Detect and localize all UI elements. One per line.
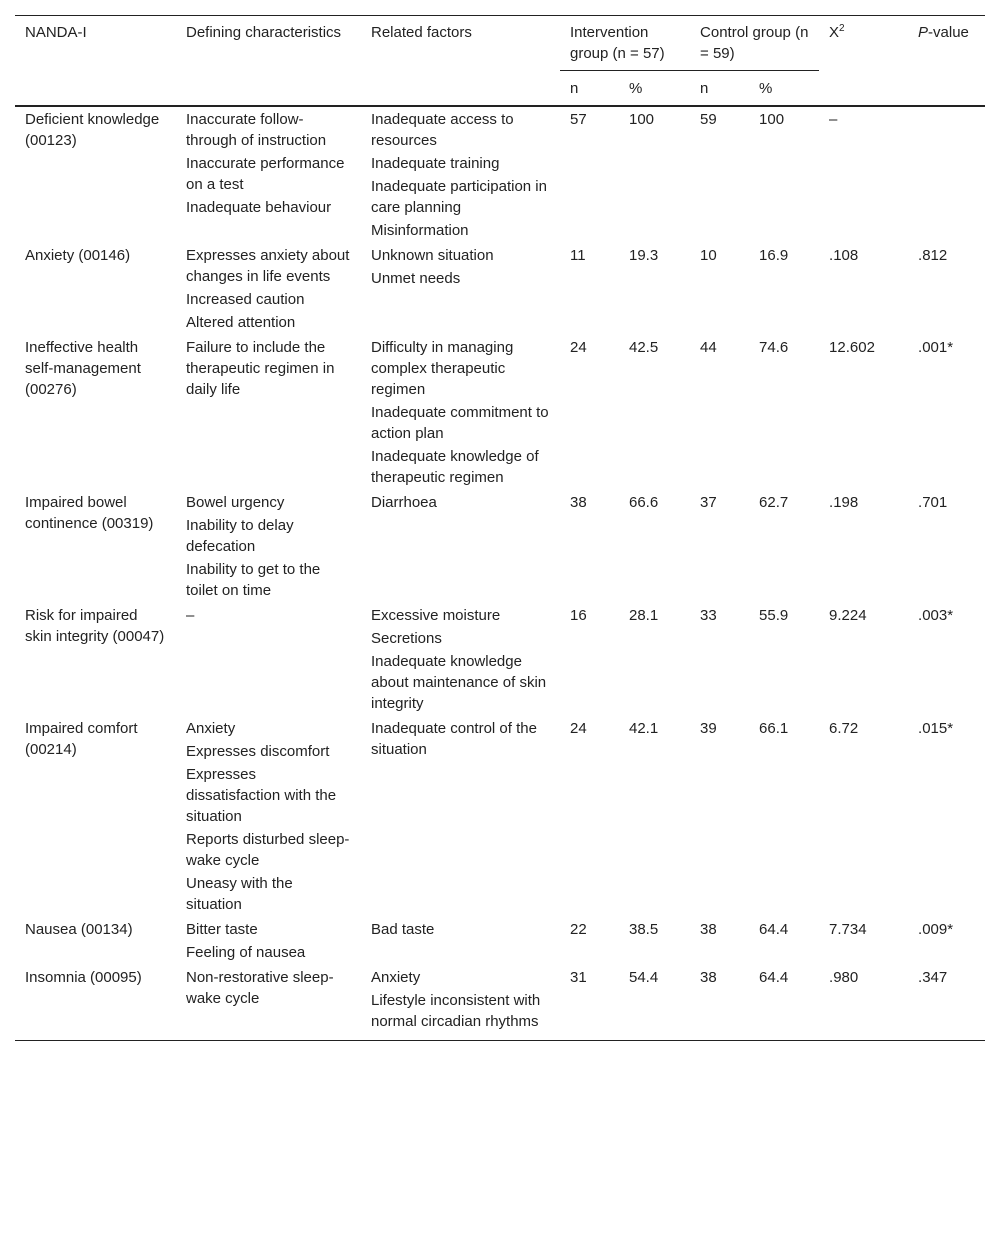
header-int-n: n (560, 71, 619, 107)
cell-defining-item: Bitter taste (186, 921, 258, 938)
header-p-value (908, 16, 985, 107)
cell-int-pct: 28.1 (629, 607, 659, 624)
cell-chi: .108 (829, 247, 859, 264)
cell-int-n: 31 (570, 969, 587, 986)
cell-related (361, 490, 560, 603)
cell-ctl-pct: 64.4 (759, 969, 789, 986)
header-related-factors: Related factors (361, 16, 560, 107)
cell-defining (176, 716, 361, 917)
cell-p: .003* (918, 607, 954, 624)
cell-p: .015* (918, 720, 954, 737)
cell-p (908, 106, 985, 243)
cell-related-item: Inadequate commitment to action plan (371, 404, 549, 442)
cell-defining-item: Expresses discomfort (186, 743, 330, 760)
table-row (15, 603, 985, 716)
cell-int-pct: 54.4 (629, 969, 659, 986)
cell-defining-item: Increased caution (186, 291, 305, 308)
table-row (15, 335, 985, 490)
cell-ctl-n: 44 (700, 339, 717, 356)
cell-ctl-n: 59 (700, 111, 717, 128)
cell-related-item: Misinformation (371, 222, 469, 239)
cell-related-item: Inadequate knowledge about maintenance of skin integrity (371, 653, 547, 712)
cell-int-n: 57 (570, 111, 587, 128)
cell-related (361, 917, 560, 965)
cell-nanda: Deficient knowledge (00123) (25, 111, 160, 149)
cell-defining-item: Bowel urgency (186, 494, 285, 511)
header-chi-square (819, 16, 908, 107)
table-row (15, 243, 985, 335)
cell-related (361, 603, 560, 716)
cell-defining (176, 106, 361, 243)
cell-defining-item: Feeling of nausea (186, 944, 306, 961)
cell-related-item: Excessive moisture (371, 607, 501, 624)
cell-related-item: Diarrhoea (371, 494, 437, 511)
cell-p: .009* (918, 921, 954, 938)
cell-related (361, 335, 560, 490)
cell-int-pct: 42.1 (629, 720, 659, 737)
cell-related (361, 106, 560, 243)
header-int-pct: % (619, 71, 690, 107)
cell-chi: 7.734 (829, 921, 867, 938)
nanda-diagnoses-table (15, 15, 985, 1041)
p-italic: P (918, 24, 929, 41)
cell-nanda: Impaired comfort (00214) (25, 720, 138, 758)
cell-defining-item: Anxiety (186, 720, 236, 737)
cell-ctl-pct: 66.1 (759, 720, 789, 737)
header-ctl-n: n (690, 71, 749, 107)
cell-related-item: Bad taste (371, 921, 435, 938)
cell-int-n: 24 (570, 720, 587, 737)
header-nanda: NANDA-I (15, 16, 176, 107)
cell-related (361, 716, 560, 917)
cell-ctl-pct: 74.6 (759, 339, 789, 356)
cell-ctl-n: 33 (700, 607, 717, 624)
cell-related (361, 243, 560, 335)
chi-superscript: 2 (839, 23, 845, 34)
p-rest: -value (928, 24, 969, 41)
cell-int-pct: 100 (629, 111, 655, 128)
cell-p: .812 (918, 247, 948, 264)
cell-int-n: 22 (570, 921, 587, 938)
cell-defining-item: – (186, 607, 195, 624)
cell-nanda: Impaired bowel continence (00319) (25, 494, 154, 532)
cell-ctl-n: 38 (700, 969, 717, 986)
table-row (15, 716, 985, 917)
cell-int-pct: 19.3 (629, 247, 659, 264)
table-body (15, 106, 985, 1041)
cell-ctl-pct: 16.9 (759, 247, 789, 264)
cell-defining-item: Inaccurate performance on a test (186, 155, 345, 193)
cell-p: .001* (918, 339, 954, 356)
cell-related-item: Difficulty in managing complex therapeutic regimen (371, 339, 514, 398)
cell-ctl-n: 39 (700, 720, 717, 737)
cell-chi: – (829, 111, 838, 128)
cell-int-pct: 38.5 (629, 921, 659, 938)
cell-related-item: Lifestyle inconsistent with normal circadian rhythms (371, 992, 541, 1030)
cell-p: .347 (918, 969, 948, 986)
cell-defining (176, 335, 361, 490)
cell-nanda: Anxiety (00146) (25, 247, 131, 264)
cell-chi: 12.602 (829, 339, 875, 356)
cell-chi: 9.224 (829, 607, 867, 624)
cell-int-pct: 66.6 (629, 494, 659, 511)
cell-defining-item: Expresses dissatisfaction with the situation (186, 766, 337, 825)
cell-chi: 6.72 (829, 720, 859, 737)
cell-related-item: Inadequate control of the situation (371, 720, 537, 758)
cell-int-pct: 42.5 (629, 339, 659, 356)
cell-nanda: Ineffective health self-management (00276) (25, 339, 141, 398)
header-intervention-group: Intervention group (n = 57) (560, 16, 690, 71)
cell-related-item: Unmet needs (371, 270, 461, 287)
cell-defining-item: Failure to include the therapeutic regimen in daily life (186, 339, 335, 398)
cell-nanda: Risk for impaired skin integrity (00047) (25, 607, 165, 645)
header-row-1 (15, 16, 985, 71)
table-row (15, 490, 985, 603)
table-row (15, 106, 985, 243)
cell-defining-item: Inadequate behaviour (186, 199, 332, 216)
cell-chi: .980 (829, 969, 859, 986)
cell-ctl-pct: 55.9 (759, 607, 789, 624)
cell-int-n: 11 (570, 247, 586, 264)
table-container (15, 15, 985, 1041)
cell-defining-item: Uneasy with the situation (186, 875, 293, 913)
cell-related-item: Inadequate access to resources (371, 111, 514, 149)
table-row (15, 917, 985, 965)
table-row (15, 965, 985, 1041)
cell-related-item: Anxiety (371, 969, 421, 986)
cell-defining (176, 603, 361, 716)
cell-ctl-pct: 100 (759, 111, 785, 128)
cell-defining-item: Reports disturbed sleep-wake cycle (186, 831, 350, 869)
header-control-group: Control group (n = 59) (690, 16, 819, 71)
cell-ctl-n: 10 (700, 247, 717, 264)
cell-related-item: Secretions (371, 630, 442, 647)
header-defining-characteristics: Defining characteristics (176, 16, 361, 107)
cell-nanda: Insomnia (00095) (25, 969, 142, 986)
cell-defining-item: Altered attention (186, 314, 296, 331)
cell-ctl-pct: 62.7 (759, 494, 789, 511)
cell-related-item: Inadequate participation in care planning (371, 178, 547, 216)
header-ctl-pct: % (749, 71, 819, 107)
cell-defining-item: Expresses anxiety about changes in life events (186, 247, 350, 285)
cell-ctl-n: 37 (700, 494, 717, 511)
cell-nanda: Nausea (00134) (25, 921, 133, 938)
cell-defining (176, 243, 361, 335)
cell-defining-item: Inability to get to the toilet on time (186, 561, 321, 599)
cell-chi: .198 (829, 494, 859, 511)
cell-defining (176, 965, 361, 1041)
cell-int-n: 38 (570, 494, 587, 511)
cell-related-item: Inadequate knowledge of therapeutic regimen (371, 448, 539, 486)
cell-defining-item: Inability to delay defecation (186, 517, 294, 555)
cell-p: .701 (918, 494, 948, 511)
cell-related-item: Unknown situation (371, 247, 494, 264)
chi-base: X (829, 24, 840, 41)
cell-defining-item: Inaccurate follow-through of instruction (186, 111, 327, 149)
cell-related (361, 965, 560, 1041)
cell-int-n: 16 (570, 607, 587, 624)
cell-int-n: 24 (570, 339, 587, 356)
cell-defining-item: Non-restorative sleep-wake cycle (186, 969, 334, 1007)
cell-ctl-n: 38 (700, 921, 717, 938)
cell-defining (176, 490, 361, 603)
cell-related-item: Inadequate training (371, 155, 500, 172)
cell-ctl-pct: 64.4 (759, 921, 789, 938)
cell-defining (176, 917, 361, 965)
